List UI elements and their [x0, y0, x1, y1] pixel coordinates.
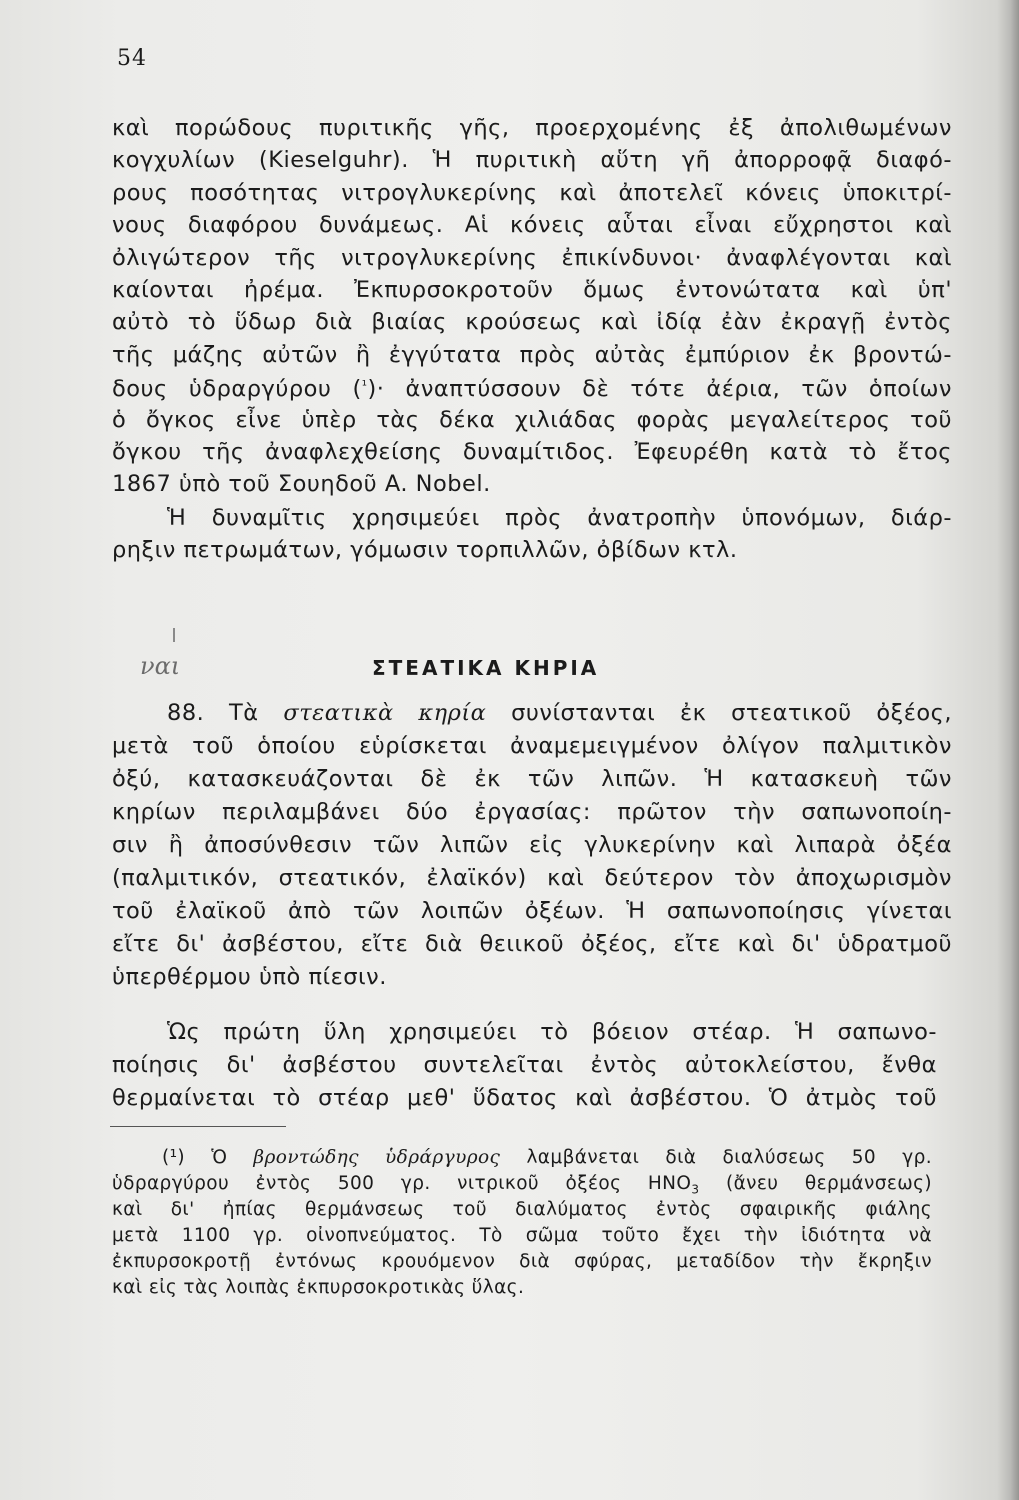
footnote-line: [112, 1145, 932, 1171]
footnote-divider: [110, 1126, 286, 1127]
text-line: ὄγκου τῆς ἀναφλεχθείσης δυναμίτιδος. Ἐφευρέθη κατὰ τὸ ἔτος: [112, 438, 952, 465]
text-line: ρους ποσότητας νιτρογλυκερίνης καὶ ἀποτελεῖ κόνεις ὑποκιτρί-: [112, 179, 952, 206]
footnote-line: καὶ δι' ἠπίας θερμάνσεως τοῦ διαλύματος ἐντὸς σφαιρικῆς φιάλης: [112, 1199, 932, 1220]
text-line: κογχυλίων (Kieselguhr). Ἡ πυριτικὴ αὕτη γῆ ἀπορροφᾷ διαφό-: [112, 147, 952, 174]
text-line: καίονται ἠρέμα. Ἐκπυρσοκροτοῦν ὅμως ἐντονώτατα καὶ ὑπ': [112, 276, 952, 303]
pencil-mark: [173, 628, 175, 642]
text-line: θερμαίνεται τὸ στέαρ μεθ' ὕδατος καὶ ἀσβέστου. Ὁ ἀτμὸς τοῦ: [112, 1085, 937, 1111]
footnote: [112, 1145, 932, 1301]
text-line: ποίησις δι' ἀσβέστου συντελεῖται ἐντὸς αὐτοκλείστου, ἔνθα: [112, 1052, 937, 1078]
page-number: 54: [117, 46, 147, 71]
footnote-line: μετὰ 1100 γρ. οἰνοπνεύματος. Τὸ σῶμα τοῦτο ἔχει τὴν ἰδιότητα νὰ: [112, 1225, 932, 1246]
paragraph-stearic-candles: [112, 697, 952, 994]
text-line: εἴτε δι' ἀσβέστου, εἴτε διὰ θειικοῦ ὀξέος, εἴτε καὶ δι' ὑδρατμοῦ: [112, 931, 952, 957]
text-fragment: 88. Τὰ: [167, 700, 284, 726]
text-line-with-term: [112, 697, 952, 730]
text-line: ὑπερθέρμου ὑπὸ πίεσιν.: [112, 964, 387, 990]
footnote-line: [112, 1171, 932, 1197]
text-line: μετὰ τοῦ ὁποίου εὑρίσκεται ἀναμεμειγμένον ὀλίγον παλμιτικὸν: [112, 733, 952, 759]
text-fragment: λαμβάνεται διὰ διαλύσεως 50 γρ.: [500, 1147, 933, 1168]
chemical-subscript: 3: [691, 1182, 700, 1197]
text-fragment: συνίστανται ἐκ στεατικοῦ ὀξέος,: [486, 700, 952, 726]
text-line: ὀξύ, κατασκευάζονται δὲ ἐκ τῶν λιπῶν. Ἡ κατασκευὴ τῶν: [112, 766, 952, 792]
text-line: καὶ πορώδους πυριτικῆς γῆς, προερχομένης ἐξ ἀπολιθωμένων: [112, 115, 952, 141]
paragraph-raw-material: [112, 1016, 937, 1115]
text-fragment: δους ὑδραργύρου (: [112, 376, 362, 403]
section-heading: ΣΤΕΑΤΙΚΑ ΚΗΡΙΑ: [372, 656, 600, 680]
text-line: ὀλιγώτερον τῆς νιτρογλυκερίνης ἐπικίνδυνοι· ἀναφλέγονται καὶ: [112, 244, 952, 271]
text-fragment: ὑδραργύρου ἐντὸς 500 γρ. νιτρικοῦ ὀξέος HNO: [112, 1173, 692, 1194]
text-line: Ὡς πρώτη ὕλη χρησιμεύει τὸ βόειον στέαρ. Ἡ σαπωνο-: [167, 1019, 937, 1045]
footnote-line: ἐκπυρσοκροτῇ ἐντόνως κρουόμενον διὰ σφύρας, μεταδίδον τὴν ἔκρηξιν: [112, 1251, 932, 1272]
footnote-mark: (¹): [162, 1147, 186, 1168]
text-fragment: )· ἀναπτύσσουν δὲ τότε ἀέρια, τῶν ὁποίων: [367, 376, 953, 403]
text-line: αὐτὸ τὸ ὕδωρ διὰ βιαίας κρούσεως καὶ ἰδίᾳ ἐὰν ἐκραγῇ ἐντὸς: [112, 309, 952, 336]
text-line: νους διαφόρου δυνάμεως. Αἱ κόνεις αὗται εἶναι εὔχρηστοι καὶ: [112, 212, 952, 239]
footnote-reference: ¹: [361, 379, 368, 395]
italic-term: βροντώδης ὑδράργυρος: [253, 1147, 501, 1168]
page-edge-shadow: [997, 0, 1019, 1500]
text-line: σιν ἢ ἀποσύνθεσιν τῶν λιπῶν εἰς γλυκερίνην καὶ λιπαρὰ ὀξέα: [112, 832, 952, 858]
italic-term: στεατικὰ κηρία: [283, 700, 487, 726]
text-line: τῆς μάζης αὐτῶν ἢ ἐγγύτατα πρὸς αὐτὰς ἐμπύριον ἐκ βροντώ-: [112, 341, 952, 368]
text-line: κηρίων περιλαμβάνει δύο ἐργασίας: πρῶτον τὴν σαπωνοποίη-: [112, 799, 952, 825]
text-line: 1867 ὑπὸ τοῦ Σουηδοῦ A. Nobel.: [112, 471, 491, 498]
handwritten-margin-note: ναι: [140, 652, 181, 680]
text-fragment: (ἄνευ θερμάνσεως): [699, 1173, 932, 1194]
text-fragment: Ὁ: [185, 1147, 254, 1168]
footnote-line: καὶ εἰς τὰς λοιπὰς ἐκπυρσοκροτικὰς ὕλας.: [112, 1277, 525, 1298]
paragraph-dynamite-composition: [112, 112, 952, 566]
text-line: Ἡ δυναμῖτις χρησιμεύει πρὸς ἀνατροπὴν ὑπονόμων, διάρ-: [167, 504, 952, 531]
text-line: ρηξιν πετρωμάτων, γόμωσιν τορπιλλῶν, ὀβίδων κτλ.: [112, 537, 738, 564]
text-line: ὁ ὄγκος εἶνε ὑπὲρ τὰς δέκα χιλιάδας φορὰς μεγαλείτερος τοῦ: [112, 406, 952, 433]
text-line-with-footnote-ref: [112, 371, 952, 403]
text-line: τοῦ ἐλαϊκοῦ ἀπὸ τῶν λοιπῶν ὀξέων. Ἡ σαπωνοποίησις γίνεται: [112, 898, 952, 924]
text-line: (παλμιτικόν, στεατικόν, ἐλαϊκόν) καὶ δεύτερον τὸν ἀποχωρισμὸν: [112, 865, 952, 891]
